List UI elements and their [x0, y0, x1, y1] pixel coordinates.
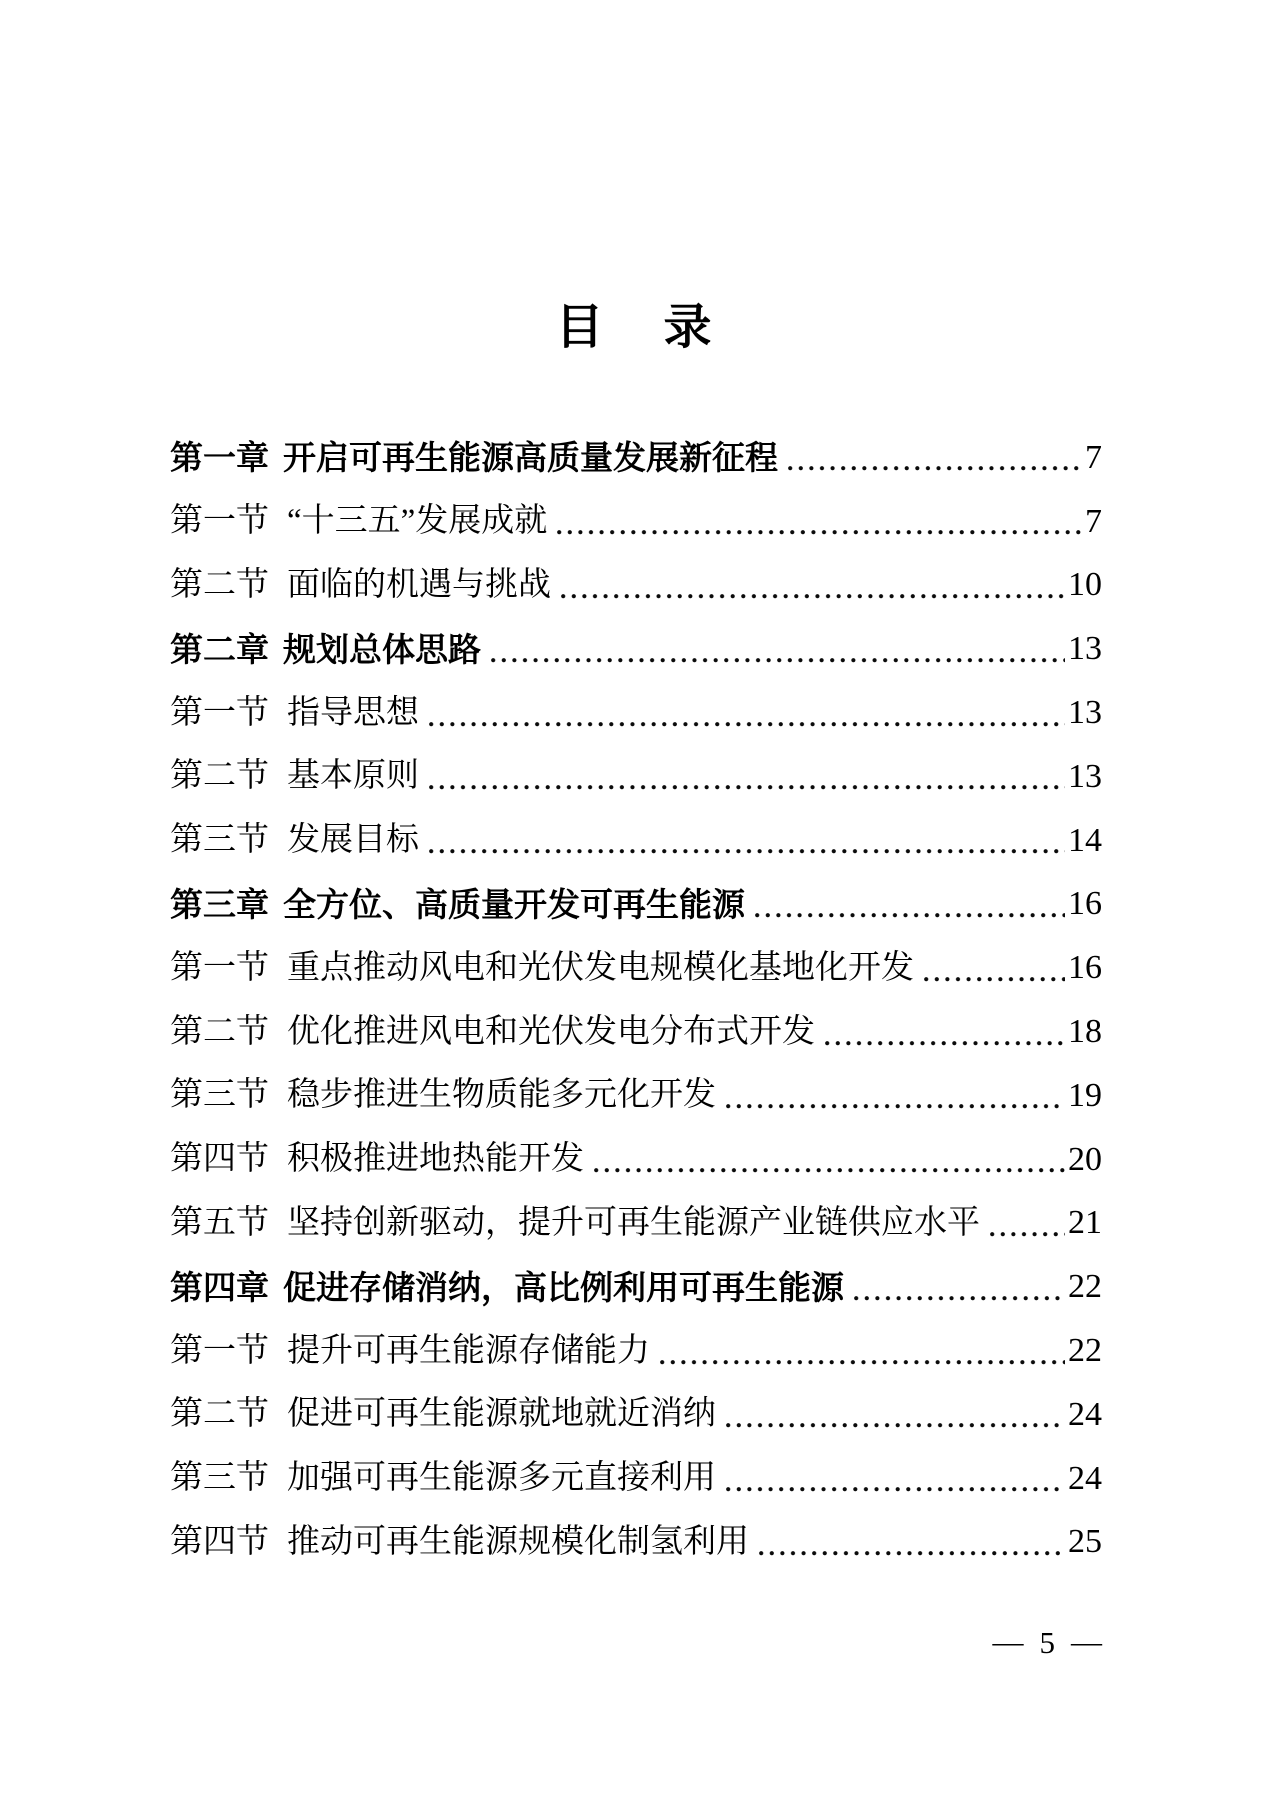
dot-leader [990, 1232, 1065, 1237]
toc-entry-label: 第三节 [170, 822, 269, 859]
toc-row-section [170, 1064, 1102, 1128]
dot-leader [924, 977, 1065, 982]
toc-entry-page-number: 25 [1068, 1523, 1102, 1561]
toc-entry-title: 积极推进地热能开发 [287, 1141, 584, 1178]
toc-entry-title: 提升可再生能源存储能力 [287, 1332, 650, 1369]
toc-entry-page-number: 22 [1068, 1268, 1102, 1306]
toc-row-section [170, 681, 1102, 745]
toc-entry-title: 促进可再生能源就地就近消纳 [287, 1396, 716, 1433]
toc-entry-page-number: 21 [1068, 1204, 1102, 1242]
dot-leader [726, 1104, 1065, 1109]
toc-entry-page-number: 13 [1068, 630, 1102, 668]
toc-row-section [170, 1511, 1102, 1575]
toc-entry-label: 第四节 [170, 1523, 269, 1560]
toc-entry-label: 第三节 [170, 1460, 269, 1497]
dot-leader [491, 658, 1065, 663]
toc-entry-label: 第一节 [170, 1332, 269, 1369]
dot-leader [429, 849, 1065, 854]
toc-entry-title: 优化推进风电和光伏发电分布式开发 [287, 1013, 815, 1050]
toc-entry-page-number: 24 [1068, 1395, 1102, 1433]
toc-entry-title: 指导思想 [287, 694, 419, 731]
toc-entry-page-number: 20 [1068, 1140, 1102, 1178]
toc-row-section [170, 1000, 1102, 1064]
dot-leader [561, 594, 1065, 599]
toc-row-section [170, 490, 1102, 554]
toc-entry-page-number: 16 [1068, 885, 1102, 923]
toc-entry-title: 重点推动风电和光伏发电规模化基地化开发 [287, 949, 914, 986]
toc-entry-page-number: 14 [1068, 821, 1102, 859]
toc-row-chapter [170, 617, 1102, 681]
toc-entry-page-number: 18 [1068, 1013, 1102, 1051]
toc-entry-label: 第二节 [170, 758, 269, 795]
toc-entry-label: 第二节 [170, 1013, 269, 1050]
toc-entry-title: 加强可再生能源多元直接利用 [287, 1460, 716, 1497]
toc-row-section [170, 1319, 1102, 1383]
dot-leader [557, 530, 1082, 535]
toc-row-chapter [170, 1255, 1102, 1319]
dot-leader [759, 1551, 1065, 1556]
dot-leader [788, 466, 1082, 471]
toc-entry-title: 基本原则 [287, 758, 419, 795]
toc-entry-label: 第二节 [170, 566, 269, 603]
footer-page-number: 5 [1039, 1625, 1055, 1660]
dot-leader [726, 1487, 1065, 1492]
footer-right-dash: — [1071, 1624, 1102, 1659]
toc-entry-page-number: 13 [1068, 757, 1102, 795]
toc-list [170, 426, 1102, 1574]
toc-entry-label: 第五节 [170, 1204, 269, 1241]
toc-entry-label: 第一节 [170, 503, 269, 540]
page-footer [993, 1624, 1103, 1660]
dot-leader [755, 913, 1065, 918]
toc-entry-page-number: 19 [1068, 1076, 1102, 1114]
toc-entry-page-number: 7 [1085, 438, 1102, 476]
toc-entry-page-number: 13 [1068, 694, 1102, 732]
toc-entry-label: 第一节 [170, 694, 269, 731]
toc-row-section [170, 809, 1102, 873]
toc-entry-label: 第四章 [170, 1268, 269, 1306]
toc-row-section [170, 1192, 1102, 1256]
toc-entry-title: 发展目标 [287, 822, 419, 859]
toc-entry-title: “十三五”发展成就 [287, 503, 548, 540]
toc-entry-label: 第四节 [170, 1141, 269, 1178]
toc-entry-title: 规划总体思路 [283, 630, 481, 668]
toc-entry-page-number: 22 [1068, 1332, 1102, 1370]
toc-row-section [170, 554, 1102, 618]
toc-row-chapter [170, 873, 1102, 937]
dot-leader [825, 1041, 1065, 1046]
dot-leader [429, 785, 1065, 790]
toc-entry-page-number: 7 [1085, 502, 1102, 540]
dot-leader [660, 1360, 1065, 1365]
toc-entry-label: 第一节 [170, 949, 269, 986]
dot-leader [429, 722, 1065, 727]
dot-leader [594, 1168, 1065, 1173]
toc-entry-label: 第一章 [170, 439, 269, 477]
toc-entry-page-number: 24 [1068, 1459, 1102, 1497]
toc-row-section [170, 936, 1102, 1000]
toc-row-section [170, 1383, 1102, 1447]
toc-entry-title: 推动可再生能源规模化制氢利用 [287, 1523, 749, 1560]
toc-entry-title: 坚持创新驱动，提升可再生能源产业链供应水平 [287, 1204, 980, 1241]
toc-entry-label: 第二节 [170, 1396, 269, 1433]
toc-entry-label: 第三章 [170, 885, 269, 923]
toc-row-section [170, 1447, 1102, 1511]
toc-row-chapter [170, 426, 1102, 490]
toc-entry-title: 稳步推进生物质能多元化开发 [287, 1077, 716, 1114]
toc-entry-label: 第三节 [170, 1077, 269, 1114]
toc-entry-title: 促进存储消纳，高比例利用可再生能源 [283, 1268, 844, 1306]
toc-entry-page-number: 10 [1068, 566, 1102, 604]
toc-row-section [170, 745, 1102, 809]
toc-entry-title: 全方位、高质量开发可再生能源 [283, 885, 745, 923]
dot-leader [854, 1296, 1065, 1301]
toc-entry-page-number: 16 [1068, 949, 1102, 987]
footer-left-dash: — [992, 1624, 1024, 1659]
page-title: 目 录 [555, 301, 718, 354]
dot-leader [726, 1423, 1065, 1428]
toc-row-section [170, 1128, 1102, 1192]
toc-entry-label: 第二章 [170, 630, 269, 668]
toc-entry-title: 开启可再生能源高质量发展新征程 [283, 439, 778, 477]
toc-entry-title: 面临的机遇与挑战 [287, 566, 551, 603]
